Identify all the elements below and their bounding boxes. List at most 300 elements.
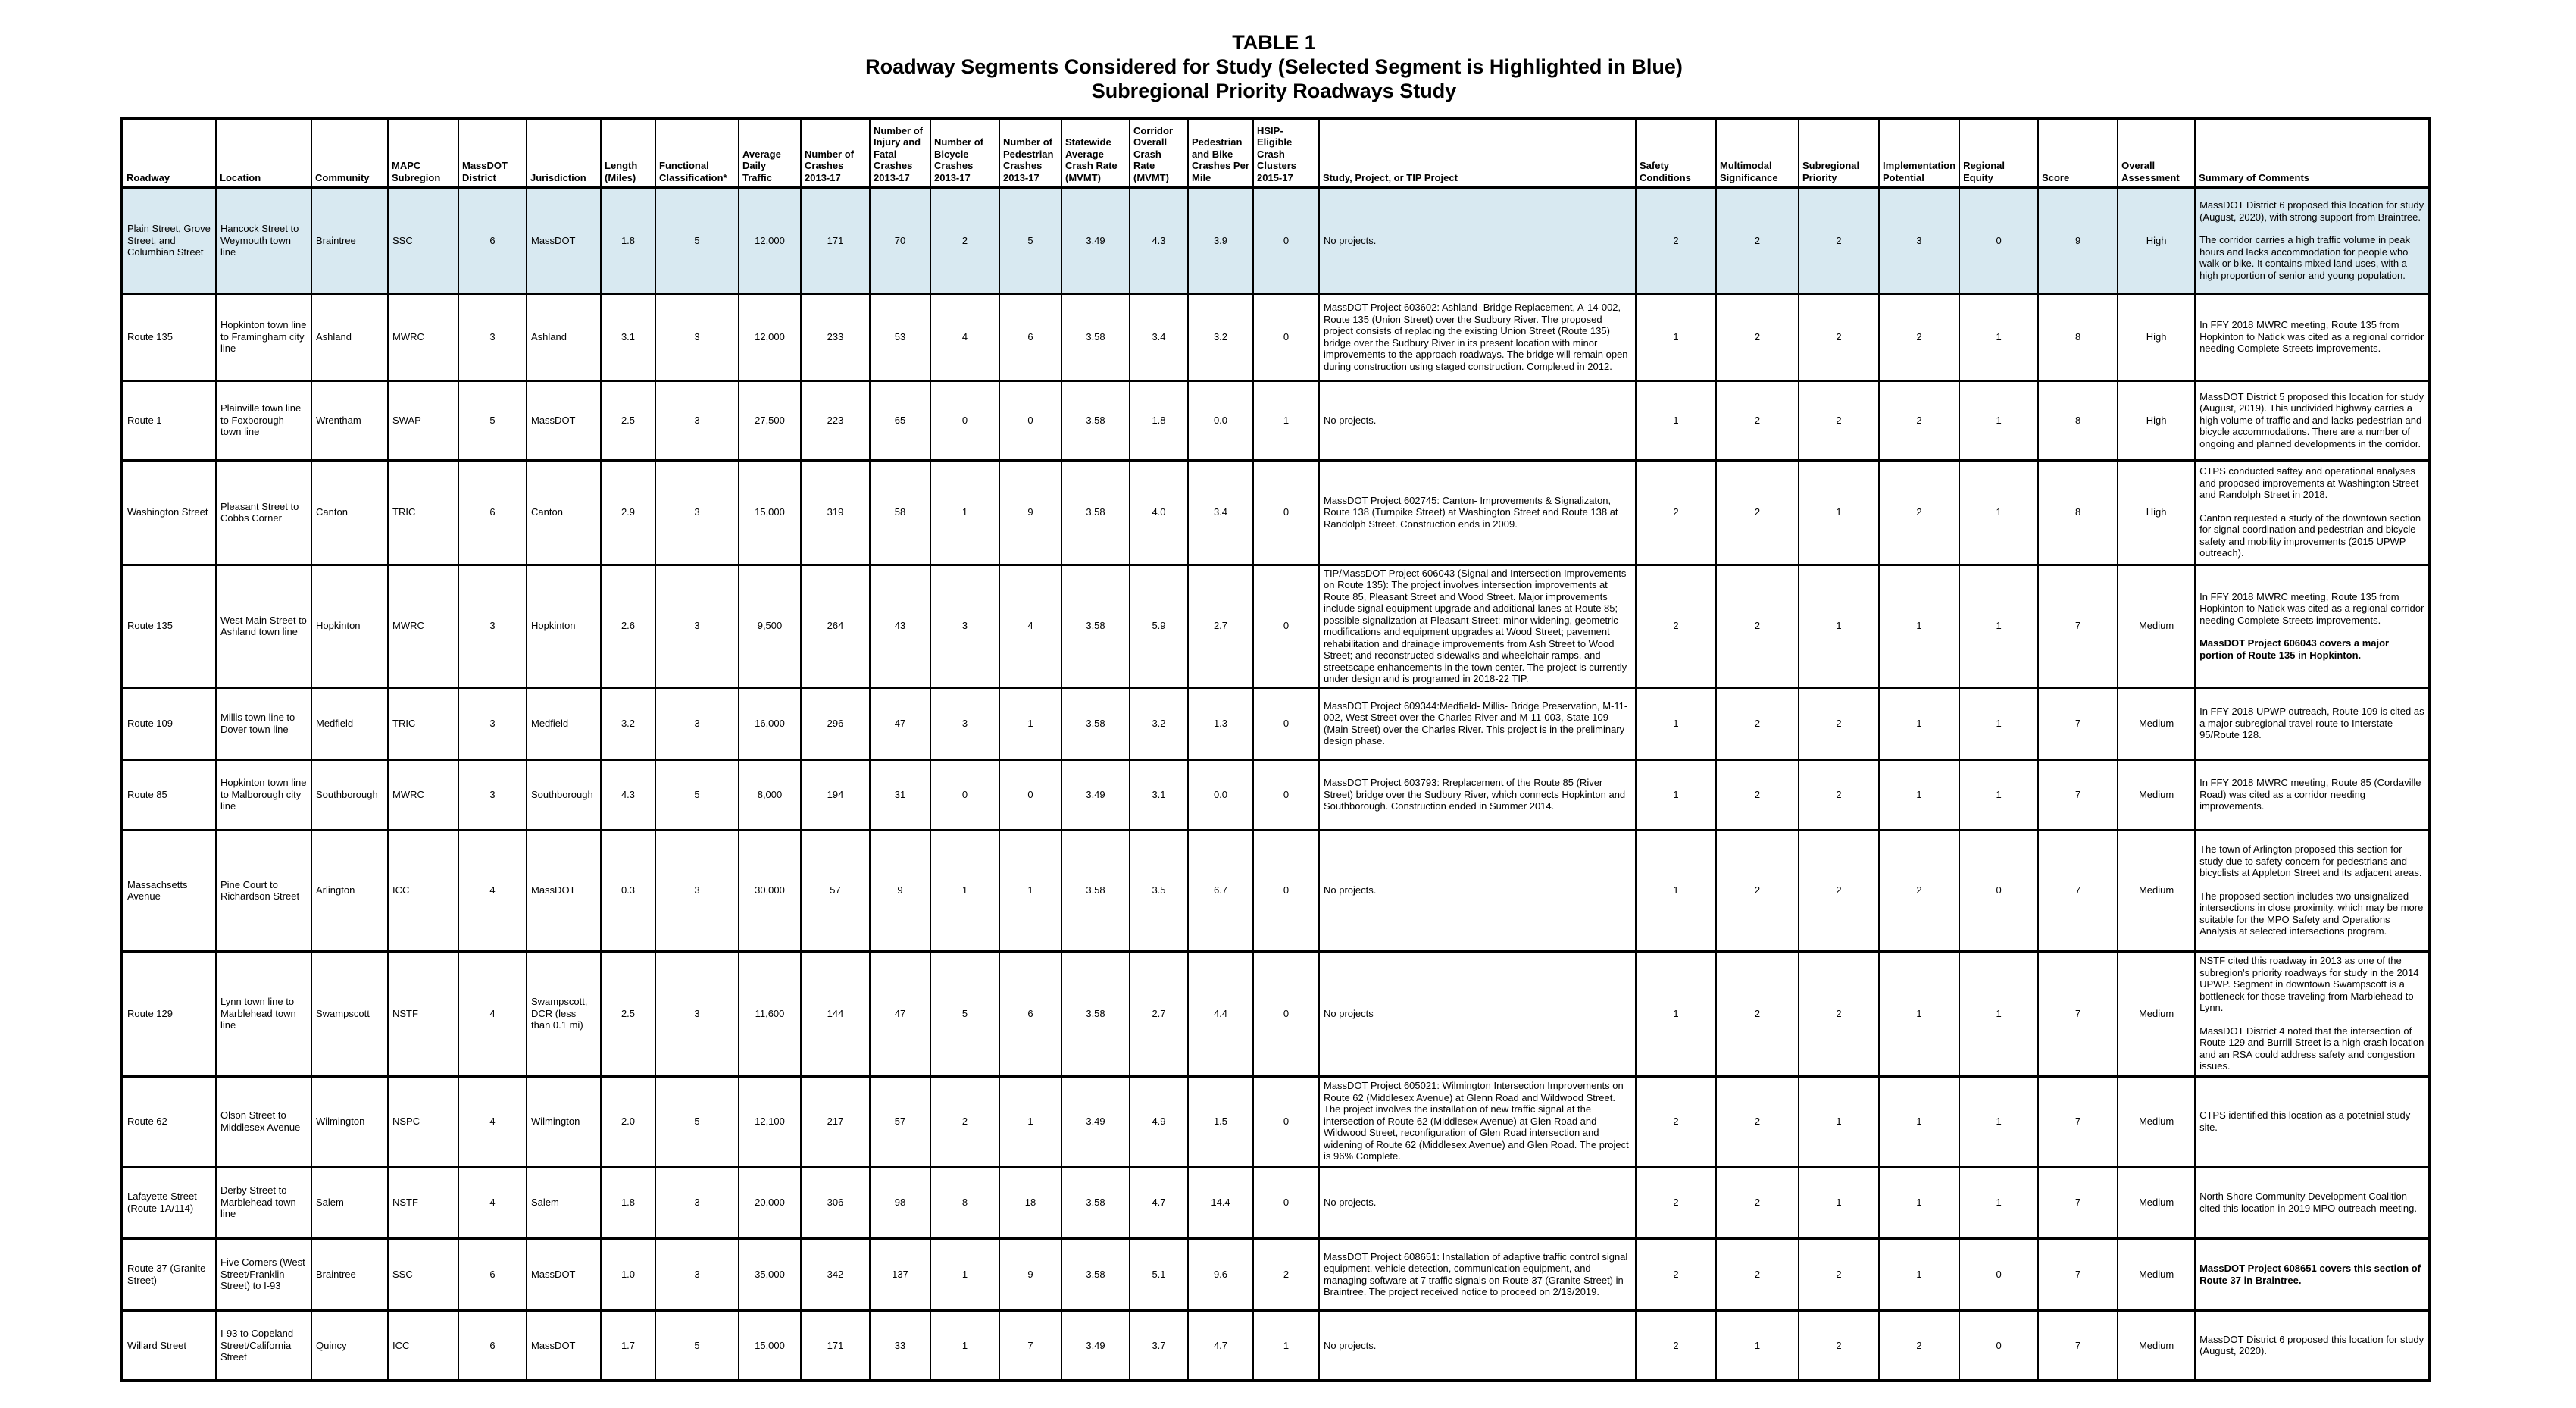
cell-multimodal_significance: 2 [1716,951,1799,1076]
cell-crashes_2013_17: 223 [801,380,870,460]
summary-paragraph: In FFY 2018 MWRC meeting, Route 135 from Hopkinton to Natick was cited as a regional corridor needing Complete Streets improvements. [2199,590,2424,626]
cell-score: 7 [2038,1076,2118,1166]
cell-ped_bike_crashes_per_mile: 4.4 [1188,951,1253,1076]
cell-average_daily_traffic: 35,000 [739,1238,801,1310]
cell-overall_assessment: Medium [2118,951,2195,1076]
cell-community: Canton [311,460,388,565]
column-header-pedestrian_crashes_2013_17: Number of Pedestrian Crashes 2013-17 [999,119,1061,187]
cell-safety_conditions: 1 [1636,830,1716,951]
cell-study_project_tip: MassDOT Project 605021: Wilmington Intersection Improvements on Route 62 (Middlesex Avenue) at Glenn Road and Wildwood Street. The project involves the installation of new traffic signal at the intersection of Route 62 (Middlesex Avenue) at Glen Road and Wildwood Street, reconfiguration of Glen Road intersection and widening of Route 62 (Middlesex Avenue) and Glen Road. The project is 96% Complete. [1319,1076,1636,1166]
summary-paragraph: MassDOT District 6 proposed this location for study (August, 2020), with strong support from Braintree. [2199,199,2424,223]
cell-statewide_avg_crash_rate: 3.49 [1061,759,1130,830]
table-row [122,1310,2430,1381]
cell-crashes_2013_17: 319 [801,460,870,565]
cell-length_miles: 3.1 [601,293,655,380]
cell-bicycle_crashes_2013_17: 3 [930,687,999,759]
cell-corridor_crash_rate: 4.9 [1130,1076,1188,1166]
cell-overall_assessment: Medium [2118,1166,2195,1238]
cell-pedestrian_crashes_2013_17: 5 [999,187,1061,293]
cell-length_miles: 2.6 [601,565,655,687]
column-header-statewide_avg_crash_rate: Statewide Average Crash Rate (MVMT) [1061,119,1130,187]
cell-pedestrian_crashes_2013_17: 9 [999,1238,1061,1310]
table-row [122,1166,2430,1238]
cell-safety_conditions: 2 [1636,565,1716,687]
cell-statewide_avg_crash_rate: 3.58 [1061,1166,1130,1238]
cell-regional_equity: 0 [1959,1238,2038,1310]
cell-injury_fatal_crashes_2013_17: 53 [870,293,930,380]
cell-regional_equity: 1 [1959,687,2038,759]
table-title-block [120,30,2428,103]
table-row [122,830,2430,951]
cell-bicycle_crashes_2013_17: 8 [930,1166,999,1238]
cell-massdot_district: 3 [458,565,527,687]
cell-corridor_crash_rate: 3.4 [1130,293,1188,380]
cell-subregional_priority: 2 [1799,187,1879,293]
cell-safety_conditions: 2 [1636,1310,1716,1381]
cell-mapc_subregion: NSTF [388,951,458,1076]
summary-paragraph: MassDOT District 5 proposed this location for study (August, 2019). This undivided highway carries a high volume of traffic and and lacks pedestrian and bicycle accommodations. There are a number of ongoing and planned developments in the corridor. [2199,390,2424,449]
cell-implementation_potential: 1 [1879,565,1959,687]
cell-crashes_2013_17: 264 [801,565,870,687]
cell-safety_conditions: 1 [1636,951,1716,1076]
cell-pedestrian_crashes_2013_17: 0 [999,380,1061,460]
cell-pedestrian_crashes_2013_17: 1 [999,830,1061,951]
cell-length_miles: 1.8 [601,1166,655,1238]
cell-crashes_2013_17: 194 [801,759,870,830]
column-header-safety_conditions: Safety Conditions [1636,119,1716,187]
summary-paragraph: In FFY 2018 MWRC meeting, Route 85 (Cordaville Road) was cited as a corridor needing improvements. [2199,777,2421,812]
cell-ped_bike_crashes_per_mile: 9.6 [1188,1238,1253,1310]
cell-corridor_crash_rate: 3.7 [1130,1310,1188,1381]
cell-mapc_subregion: MWRC [388,565,458,687]
cell-score: 7 [2038,951,2118,1076]
cell-implementation_potential: 2 [1879,460,1959,565]
cell-study_project_tip: MassDOT Project 609344:Medfield- Millis- Bridge Preservation, M-11-002, West Street over the Charles River and M-11-003, State 109 (Main Street) over the Charles River. This project is in the preliminary design phase. [1319,687,1636,759]
cell-bicycle_crashes_2013_17: 0 [930,380,999,460]
cell-overall_assessment: Medium [2118,1076,2195,1166]
column-header-score: Score [2038,119,2118,187]
cell-ped_bike_crashes_per_mile: 1.3 [1188,687,1253,759]
cell-hsip_clusters_2015_17: 0 [1253,1166,1319,1238]
cell-hsip_clusters_2015_17: 0 [1253,951,1319,1076]
cell-hsip_clusters_2015_17: 0 [1253,687,1319,759]
cell-massdot_district: 6 [458,187,527,293]
cell-overall_assessment: Medium [2118,565,2195,687]
cell-length_miles: 1.0 [601,1238,655,1310]
cell-injury_fatal_crashes_2013_17: 31 [870,759,930,830]
cell-multimodal_significance: 2 [1716,1238,1799,1310]
summary-paragraph: MassDOT District 4 noted that the intersection of Route 129 and Burrill Street is a high crash location and an RSA could address safety and congestion issues. [2199,1025,2424,1072]
cell-roadway: Route 85 [122,759,216,830]
cell-safety_conditions: 2 [1636,1076,1716,1166]
table-row [122,380,2430,460]
summary-paragraph: CTPS conducted saftey and operational analyses and proposed improvements at Washington Street and Randolph Street in 2018. [2199,465,2419,501]
cell-average_daily_traffic: 16,000 [739,687,801,759]
column-header-mapc_subregion: MAPC Subregion [388,119,458,187]
cell-statewide_avg_crash_rate: 3.58 [1061,565,1130,687]
cell-roadway: Willard Street [122,1310,216,1381]
cell-statewide_avg_crash_rate: 3.49 [1061,1076,1130,1166]
cell-massdot_district: 4 [458,951,527,1076]
cell-score: 8 [2038,380,2118,460]
cell-overall_assessment: Medium [2118,830,2195,951]
cell-functional_classification: 3 [655,293,739,380]
cell-crashes_2013_17: 144 [801,951,870,1076]
cell-statewide_avg_crash_rate: 3.58 [1061,951,1130,1076]
cell-pedestrian_crashes_2013_17: 18 [999,1166,1061,1238]
cell-community: Braintree [311,187,388,293]
cell-ped_bike_crashes_per_mile: 3.4 [1188,460,1253,565]
cell-summary_of_comments [2195,565,2430,687]
cell-functional_classification: 3 [655,830,739,951]
cell-location: Plainville town line to Foxborough town line [216,380,311,460]
cell-location: I-93 to Copeland Street/California Street [216,1310,311,1381]
cell-bicycle_crashes_2013_17: 4 [930,293,999,380]
column-header-summary_of_comments: Summary of Comments [2195,119,2430,187]
cell-crashes_2013_17: 57 [801,830,870,951]
cell-corridor_crash_rate: 1.8 [1130,380,1188,460]
cell-corridor_crash_rate: 3.2 [1130,687,1188,759]
cell-roadway: Route 62 [122,1076,216,1166]
cell-average_daily_traffic: 12,000 [739,187,801,293]
cell-bicycle_crashes_2013_17: 0 [930,759,999,830]
cell-subregional_priority: 2 [1799,830,1879,951]
cell-summary_of_comments [2195,687,2430,759]
summary-paragraph: The town of Arlington proposed this section for study due to safety concern for pedestrians and bicyclists at Appleton Street and its adjacent areas. [2199,843,2422,879]
cell-score: 8 [2038,293,2118,380]
column-header-bicycle_crashes_2013_17: Number of Bicycle Crashes 2013-17 [930,119,999,187]
summary-paragraph: In FFY 2018 MWRC meeting, Route 135 from Hopkinton to Natick was cited as a regional corridor needing Complete Streets improvements. [2199,319,2424,355]
cell-hsip_clusters_2015_17: 1 [1253,1310,1319,1381]
cell-length_miles: 2.5 [601,380,655,460]
table-row [122,687,2430,759]
cell-roadway: Washington Street [122,460,216,565]
cell-crashes_2013_17: 296 [801,687,870,759]
cell-length_miles: 2.9 [601,460,655,565]
column-header-study_project_tip: Study, Project, or TIP Project [1319,119,1636,187]
cell-corridor_crash_rate: 4.7 [1130,1166,1188,1238]
table-header [122,119,2430,187]
cell-implementation_potential: 1 [1879,687,1959,759]
cell-roadway: Route 135 [122,565,216,687]
cell-massdot_district: 3 [458,759,527,830]
table-row [122,565,2430,687]
summary-paragraph: The proposed section includes two unsignalized intersections in close proximity, which may be more suitable for the MPO Safety and Operations Analysis at selected intersections program. [2199,890,2424,937]
cell-study_project_tip: No projects. [1319,187,1636,293]
cell-statewide_avg_crash_rate: 3.58 [1061,1238,1130,1310]
cell-regional_equity: 0 [1959,187,2038,293]
cell-massdot_district: 6 [458,460,527,565]
cell-average_daily_traffic: 8,000 [739,759,801,830]
cell-average_daily_traffic: 15,000 [739,1310,801,1381]
cell-community: Wilmington [311,1076,388,1166]
cell-multimodal_significance: 2 [1716,293,1799,380]
cell-regional_equity: 0 [1959,830,2038,951]
cell-roadway: Route 135 [122,293,216,380]
cell-pedestrian_crashes_2013_17: 4 [999,565,1061,687]
cell-jurisdiction: Wilmington [527,1076,601,1166]
cell-corridor_crash_rate: 4.0 [1130,460,1188,565]
cell-pedestrian_crashes_2013_17: 1 [999,687,1061,759]
cell-implementation_potential: 1 [1879,759,1959,830]
table-number: TABLE 1 [1232,31,1316,54]
cell-average_daily_traffic: 11,600 [739,951,801,1076]
cell-safety_conditions: 2 [1636,460,1716,565]
table-row [122,293,2430,380]
cell-multimodal_significance: 2 [1716,187,1799,293]
cell-overall_assessment: Medium [2118,759,2195,830]
cell-functional_classification: 3 [655,565,739,687]
cell-injury_fatal_crashes_2013_17: 70 [870,187,930,293]
cell-community: Arlington [311,830,388,951]
cell-regional_equity: 1 [1959,1076,2038,1166]
cell-crashes_2013_17: 233 [801,293,870,380]
cell-bicycle_crashes_2013_17: 5 [930,951,999,1076]
cell-functional_classification: 5 [655,1310,739,1381]
cell-safety_conditions: 2 [1636,187,1716,293]
cell-injury_fatal_crashes_2013_17: 65 [870,380,930,460]
summary-paragraph: The corridor carries a high traffic volume in peak hours and lacks accommodation for people who walk or bike. It contains mixed land uses, with a high proportion of senior and young population. [2199,234,2411,281]
cell-bicycle_crashes_2013_17: 2 [930,187,999,293]
table-row [122,951,2430,1076]
cell-study_project_tip: No projects [1319,951,1636,1076]
cell-corridor_crash_rate: 5.9 [1130,565,1188,687]
cell-mapc_subregion: SWAP [388,380,458,460]
cell-safety_conditions: 1 [1636,687,1716,759]
cell-location: Millis town line to Dover town line [216,687,311,759]
cell-subregional_priority: 2 [1799,759,1879,830]
table-row [122,759,2430,830]
cell-mapc_subregion: TRIC [388,460,458,565]
cell-subregional_priority: 2 [1799,951,1879,1076]
summary-paragraph: Canton requested a study of the downtown section for signal coordination and pedestrian and bicycle safety and mobility improvements (2015 UPWP outreach). [2199,512,2421,559]
cell-average_daily_traffic: 20,000 [739,1166,801,1238]
cell-average_daily_traffic: 15,000 [739,460,801,565]
cell-community: Wrentham [311,380,388,460]
cell-multimodal_significance: 2 [1716,1166,1799,1238]
cell-pedestrian_crashes_2013_17: 6 [999,293,1061,380]
cell-length_miles: 4.3 [601,759,655,830]
cell-average_daily_traffic: 12,000 [739,293,801,380]
cell-ped_bike_crashes_per_mile: 2.7 [1188,565,1253,687]
cell-ped_bike_crashes_per_mile: 14.4 [1188,1166,1253,1238]
cell-regional_equity: 1 [1959,951,2038,1076]
cell-ped_bike_crashes_per_mile: 1.5 [1188,1076,1253,1166]
cell-injury_fatal_crashes_2013_17: 58 [870,460,930,565]
cell-mapc_subregion: TRIC [388,687,458,759]
cell-summary_of_comments [2195,1238,2430,1310]
cell-crashes_2013_17: 217 [801,1076,870,1166]
cell-jurisdiction: Ashland [527,293,601,380]
cell-score: 7 [2038,1310,2118,1381]
cell-jurisdiction: MassDOT [527,1310,601,1381]
cell-massdot_district: 4 [458,1076,527,1166]
cell-overall_assessment: Medium [2118,1238,2195,1310]
cell-corridor_crash_rate: 3.5 [1130,830,1188,951]
cell-location: Olson Street to Middlesex Avenue [216,1076,311,1166]
table-row [122,1238,2430,1310]
cell-statewide_avg_crash_rate: 3.58 [1061,380,1130,460]
cell-score: 7 [2038,687,2118,759]
cell-pedestrian_crashes_2013_17: 1 [999,1076,1061,1166]
cell-functional_classification: 5 [655,187,739,293]
cell-implementation_potential: 2 [1879,380,1959,460]
cell-functional_classification: 3 [655,1166,739,1238]
cell-statewide_avg_crash_rate: 3.49 [1061,187,1130,293]
cell-roadway: Plain Street, Grove Street, and Columbian Street [122,187,216,293]
cell-ped_bike_crashes_per_mile: 3.2 [1188,293,1253,380]
column-header-overall_assessment: Overall Assessment [2118,119,2195,187]
cell-roadway: Route 129 [122,951,216,1076]
cell-score: 8 [2038,460,2118,565]
table-title: Roadway Segments Considered for Study (Selected Segment is Highlighted in Blue) [865,55,1683,78]
column-header-massdot_district: MassDOT District [458,119,527,187]
cell-community: Swampscott [311,951,388,1076]
cell-jurisdiction: Canton [527,460,601,565]
cell-multimodal_significance: 2 [1716,460,1799,565]
cell-mapc_subregion: ICC [388,830,458,951]
cell-overall_assessment: Medium [2118,1310,2195,1381]
cell-community: Ashland [311,293,388,380]
column-header-regional_equity: Regional Equity [1959,119,2038,187]
summary-paragraph: CTPS identified this location as a potetnial study site. [2199,1109,2411,1133]
cell-subregional_priority: 1 [1799,1076,1879,1166]
cell-location: Pine Court to Richardson Street [216,830,311,951]
column-header-roadway: Roadway [122,119,216,187]
cell-jurisdiction: Southborough [527,759,601,830]
cell-mapc_subregion: NSPC [388,1076,458,1166]
cell-subregional_priority: 2 [1799,1310,1879,1381]
cell-functional_classification: 3 [655,460,739,565]
cell-roadway: Route 1 [122,380,216,460]
cell-bicycle_crashes_2013_17: 3 [930,565,999,687]
cell-multimodal_significance: 2 [1716,565,1799,687]
cell-pedestrian_crashes_2013_17: 0 [999,759,1061,830]
table-row [122,1076,2430,1166]
cell-pedestrian_crashes_2013_17: 6 [999,951,1061,1076]
cell-corridor_crash_rate: 2.7 [1130,951,1188,1076]
cell-safety_conditions: 1 [1636,759,1716,830]
cell-community: Salem [311,1166,388,1238]
cell-statewide_avg_crash_rate: 3.49 [1061,1310,1130,1381]
cell-study_project_tip: MassDOT Project 603602: Ashland- Bridge Replacement, A-14-002, Route 135 (Union Street) over the Sudbury River. The proposed project consists of replacing the existing Union Street (Route 135) bridge over the Sudbury River in its present location with minor improvements to the approach roadways. The bridge will remain open during construction using staged construction. Completed in 2012. [1319,293,1636,380]
cell-overall_assessment: High [2118,460,2195,565]
cell-massdot_district: 5 [458,380,527,460]
cell-subregional_priority: 1 [1799,565,1879,687]
cell-study_project_tip: No projects. [1319,380,1636,460]
cell-corridor_crash_rate: 5.1 [1130,1238,1188,1310]
cell-score: 7 [2038,1166,2118,1238]
cell-crashes_2013_17: 171 [801,1310,870,1381]
cell-implementation_potential: 2 [1879,1310,1959,1381]
cell-hsip_clusters_2015_17: 0 [1253,1076,1319,1166]
cell-community: Southborough [311,759,388,830]
summary-paragraph: North Shore Community Development Coalition cited this location in 2019 MPO outreach meeting. [2199,1191,2417,1214]
table-subtitle: Subregional Priority Roadways Study [1091,80,1457,102]
cell-summary_of_comments [2195,951,2430,1076]
cell-regional_equity: 1 [1959,1166,2038,1238]
cell-safety_conditions: 2 [1636,1166,1716,1238]
column-header-length_miles: Length (Miles) [601,119,655,187]
cell-injury_fatal_crashes_2013_17: 43 [870,565,930,687]
cell-average_daily_traffic: 30,000 [739,830,801,951]
cell-injury_fatal_crashes_2013_17: 47 [870,951,930,1076]
cell-summary_of_comments [2195,1076,2430,1166]
cell-ped_bike_crashes_per_mile: 6.7 [1188,830,1253,951]
cell-multimodal_significance: 2 [1716,380,1799,460]
cell-crashes_2013_17: 171 [801,187,870,293]
cell-injury_fatal_crashes_2013_17: 9 [870,830,930,951]
cell-injury_fatal_crashes_2013_17: 57 [870,1076,930,1166]
cell-functional_classification: 3 [655,380,739,460]
cell-statewide_avg_crash_rate: 3.58 [1061,830,1130,951]
cell-jurisdiction: MassDOT [527,380,601,460]
column-header-hsip_clusters_2015_17: HSIP-Eligible Crash Clusters 2015-17 [1253,119,1319,187]
cell-roadway: Route 37 (Granite Street) [122,1238,216,1310]
column-header-community: Community [311,119,388,187]
cell-regional_equity: 1 [1959,460,2038,565]
cell-crashes_2013_17: 306 [801,1166,870,1238]
cell-overall_assessment: Medium [2118,687,2195,759]
cell-mapc_subregion: NSTF [388,1166,458,1238]
cell-summary_of_comments [2195,293,2430,380]
cell-functional_classification: 5 [655,1076,739,1166]
cell-massdot_district: 4 [458,830,527,951]
table-row-selected [122,187,2430,293]
cell-study_project_tip: No projects. [1319,830,1636,951]
cell-hsip_clusters_2015_17: 0 [1253,293,1319,380]
cell-location: Lynn town line to Marblehead town line [216,951,311,1076]
cell-community: Quincy [311,1310,388,1381]
cell-injury_fatal_crashes_2013_17: 47 [870,687,930,759]
cell-location: West Main Street to Ashland town line [216,565,311,687]
cell-summary_of_comments [2195,1166,2430,1238]
cell-bicycle_crashes_2013_17: 1 [930,830,999,951]
summary-paragraph-bold: MassDOT Project 606043 covers a major portion of Route 135 in Hopkinton. [2199,637,2390,661]
cell-location: Hancock Street to Weymouth town line [216,187,311,293]
cell-corridor_crash_rate: 4.3 [1130,187,1188,293]
cell-community: Hopkinton [311,565,388,687]
cell-roadway: Route 109 [122,687,216,759]
cell-length_miles: 1.8 [601,187,655,293]
cell-ped_bike_crashes_per_mile: 0.0 [1188,380,1253,460]
cell-mapc_subregion: SSC [388,1238,458,1310]
cell-roadway: Lafayette Street (Route 1A/114) [122,1166,216,1238]
cell-multimodal_significance: 2 [1716,830,1799,951]
cell-multimodal_significance: 2 [1716,687,1799,759]
cell-subregional_priority: 1 [1799,1166,1879,1238]
cell-massdot_district: 6 [458,1310,527,1381]
cell-length_miles: 0.3 [601,830,655,951]
cell-hsip_clusters_2015_17: 0 [1253,759,1319,830]
cell-length_miles: 1.7 [601,1310,655,1381]
cell-implementation_potential: 1 [1879,951,1959,1076]
cell-subregional_priority: 2 [1799,293,1879,380]
cell-hsip_clusters_2015_17: 0 [1253,460,1319,565]
column-header-ped_bike_crashes_per_mile: Pedestrian and Bike Crashes Per Mile [1188,119,1253,187]
table-row [122,460,2430,565]
cell-regional_equity: 1 [1959,293,2038,380]
cell-functional_classification: 5 [655,759,739,830]
cell-summary_of_comments [2195,187,2430,293]
cell-massdot_district: 6 [458,1238,527,1310]
column-header-multimodal_significance: Multimodal Significance [1716,119,1799,187]
cell-implementation_potential: 1 [1879,1166,1959,1238]
cell-study_project_tip: No projects. [1319,1166,1636,1238]
cell-hsip_clusters_2015_17: 2 [1253,1238,1319,1310]
table-body [122,187,2430,1381]
cell-average_daily_traffic: 9,500 [739,565,801,687]
